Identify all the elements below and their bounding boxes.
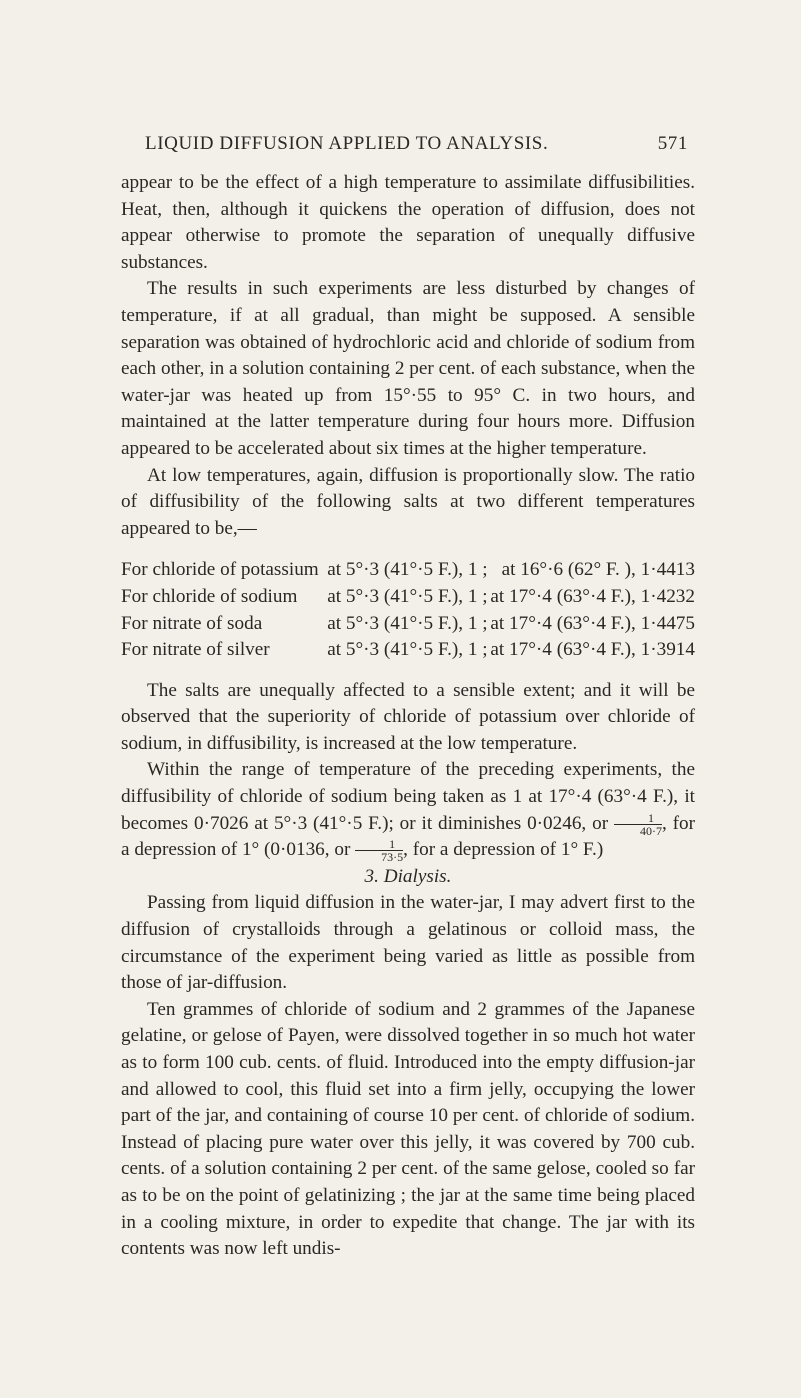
page-body [121, 170, 695, 1263]
range-text-b: for a depression of 1° (0·0136, or [121, 812, 696, 861]
fraction-one [614, 812, 662, 837]
row-label: For chloride of potassium [121, 559, 319, 581]
row-high-temp: at 16°·6 (62° F. ), 1·4413 [501, 559, 695, 581]
row-low-temp: at 5°·3 (41°·5 F.), 1 ; [327, 639, 488, 661]
row-label: For chloride of sodium [121, 585, 298, 607]
paragraph-continued: appear to be the effect of a high temperature to assimilate diffusibilities. Heat, then, although it quickens the operation of diffusion, does not appear otherwise to promote the separation of unequally diffusive substances. [121, 172, 695, 273]
row-label: For nitrate of silver [121, 639, 270, 661]
range-text-a: Within the range of temperature of the preceding experiments, the diffusibility of chloride of sodium being taken as 1 at 17°·4 (63°·4 F.), it becomes 0·7026 at 5°·3 (41°·5 F.); or it diminishes 0·0246, or [121, 759, 695, 834]
table-row [121, 611, 695, 638]
row-high-temp: at 17°·4 (63°·4 F.), 1·4475 [490, 612, 695, 634]
paragraph-low-temperature: At low temperatures, again, diffusion is proportionally slow. The ratio of diffusibility of the following salts at two different temperatures appeared to be,— [121, 464, 695, 539]
row-low-temp: at 5°·3 (41°·5 F.), 1 ; [327, 559, 488, 581]
comma: , [403, 839, 413, 861]
fraction-denominator: 40·7 [639, 823, 662, 838]
row-high-temp: at 17°·4 (63°·4 F.), 1·4232 [490, 585, 695, 607]
table-row [121, 584, 695, 611]
paragraph-experiment: Ten grammes of chloride of sodium and 2 grammes of the Japanese gelatine, or gelose of Payen, were dissolved together in so much hot water as to form 100 cub. cents. of fluid. Introduced into the empty diffusion-jar and allowed to cool, this fluid set into a firm jelly, occupying the lower part of the jar, and containing of course 10 per cent. of chloride of sodium. Instead of placing pure water over this jelly, it was covered by 700 cub. cents. of a solution containing 2 per cent. of the same gelose, cooled so far as to be on the point of gelatinizing ; the jar at the same time being placed in a cooling mixture, in order to expedite that change. The jar with its contents was now left undis- [121, 998, 695, 1260]
paragraph-unequal-effect: The salts are unequally affected to a sensible extent; and it will be observed that the superiority of chloride of potassium over chloride of sodium, in diffusibility, is increased at the low temperature. [121, 679, 695, 754]
row-label: For nitrate of soda [121, 612, 263, 634]
paragraph-dialysis: Passing from liquid diffusion in the water-jar, I may advert first to the diffusion of crystalloids through a gelatinous or colloid mass, the circumstance of the experiment being varied as little as possible from those of jar-diffusion. [121, 892, 695, 994]
page-number: 571 [657, 133, 688, 154]
range-text-c: for a depression of 1° F.) [412, 839, 604, 861]
row-low-temp: at 5°·3 (41°·5 F.), 1 ; [327, 612, 488, 634]
running-title: LIQUID DIFFUSION APPLIED TO ANALYSIS. [145, 133, 549, 154]
table-row [121, 637, 695, 664]
diffusibility-table [121, 557, 695, 663]
row-high-temp: at 17°·4 (63°·4 F.), 1·3914 [490, 639, 695, 661]
paragraph-range [121, 757, 695, 863]
section-heading: 3. Dialysis. [364, 865, 452, 887]
fraction-two [355, 838, 403, 863]
fraction-numerator: 1 [355, 838, 403, 851]
fraction-numerator: 1 [614, 812, 662, 825]
comma: , [661, 812, 673, 834]
row-low-temp: at 5°·3 (41°·5 F.), 1 ; [327, 585, 488, 607]
fraction-denominator: 73·5 [381, 850, 404, 865]
paragraph-temperature: The results in such experiments are less disturbed by changes of temperature, if at all gradual, than might be supposed. A sensible separation was obtained of hydrochloric acid and chloride of sodium from each other, in a solution containing 2 per cent. of each substance, when the water-jar was heated up from 15°·55 to 95° C. in two hours, and maintained at the latter temperature during four hours more. Diffusion appeared to be accelerated about six times at the higher temperature. [121, 278, 695, 459]
table-row [121, 557, 695, 584]
